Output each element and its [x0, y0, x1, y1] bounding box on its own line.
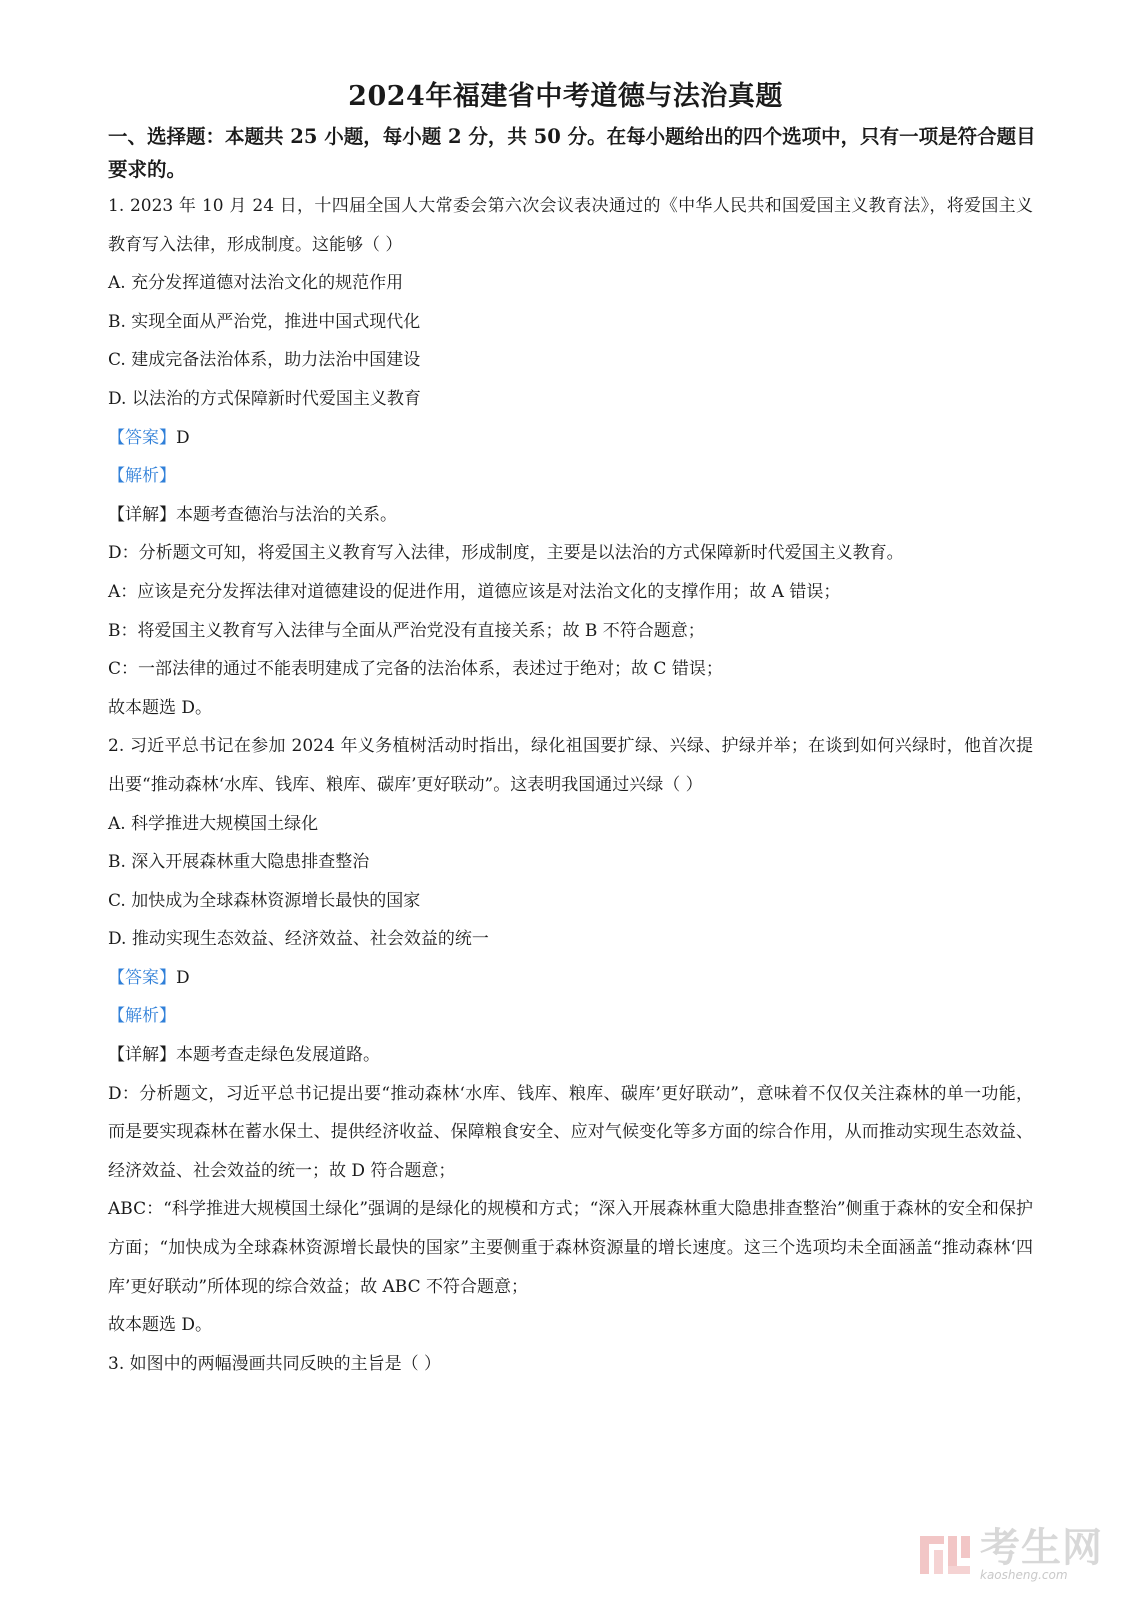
- question-2-explanation-abc: ABC：“科学推进大规模国土绿化”强调的是绿化的规模和方式；“深入开展森林重大隐患排查整治”侧重于森林的安全和保护方面；“加快成为全球森林资源增长最快的国家”主要侧重于森林资源量的增长速度。这三个选项均未全面涵盖“推动森林‘四库’更好联动”所体现的综合效益；故 ABC 不符合题意；: [108, 1199, 1033, 1297]
- section-heading: 一、选择题：本题共 25 小题，每小题 2 分，共 50 分。在每小题给出的四个选项中，只有一项是符合题目要求的。: [108, 125, 1036, 181]
- answer-value: D: [176, 967, 190, 988]
- watermark-url: kaosheng.com: [980, 1568, 1068, 1582]
- question-1-answer: [108, 419, 1033, 458]
- detail-label: 【详解】: [108, 504, 176, 525]
- question-1-explanation-d: D：分析题文可知，将爱国主义教育写入法律，形成制度，主要是以法治的方式保障新时代爱国主义教育。: [108, 543, 904, 564]
- kaosheng-logo-icon: [918, 1532, 972, 1578]
- question-1-explanation-b: B：将爱国主义教育写入法律与全面从严治党没有直接关系；故 B 不符合题意；: [108, 620, 705, 641]
- question-1-option-d: D. 以法治的方式保障新时代爱国主义教育: [108, 388, 421, 409]
- watermark-text: [980, 1527, 1103, 1582]
- question-1-explanation-c: C：一部法律的通过不能表明建成了完备的法治体系，表述过于绝对；故 C 错误；: [108, 659, 723, 680]
- question-2-option-c: C. 加快成为全球森林资源增长最快的国家: [108, 890, 421, 911]
- watermark: [918, 1527, 1103, 1582]
- question-2-explanation-d: D：分析题文，习近平总书记提出要“推动森林‘水库、钱库、粮库、碳库’更好联动”，意味着不仅仅关注森林的单一功能，而是要实现森林在蓄水保土、提供经济收益、保障粮食安全、应对气候变化等多方面的综合作用，从而推动实现生态效益、经济效益、社会效益的统一；故 D 符合题意；: [108, 1083, 1033, 1181]
- question-2-analysis-label: 【解析】: [108, 1006, 176, 1027]
- question-1-option-a: A. 充分发挥道德对法治文化的规范作用: [108, 273, 404, 294]
- question-1-stem: 1. 2023 年 10 月 24 日，十四届全国人大常委会第六次会议表决通过的《中华人民共和国爱国主义教育法》，将爱国主义教育写入法律，形成制度。这能够（ ）: [108, 196, 1033, 255]
- question-2-option-d: D. 推动实现生态效益、经济效益、社会效益的统一: [108, 929, 489, 950]
- question-1-detail: [108, 496, 1033, 535]
- question-1-analysis-label: 【解析】: [108, 466, 176, 487]
- question-1-option-b: B. 实现全面从严治党，推进中国式现代化: [108, 311, 421, 332]
- question-1-conclusion: 故本题选 D。: [108, 697, 213, 718]
- document-body: [108, 187, 1033, 1383]
- detail-text: 本题考查德治与法治的关系。: [176, 504, 397, 525]
- detail-text: 本题考查走绿色发展道路。: [176, 1045, 380, 1066]
- answer-value: D: [176, 427, 190, 448]
- answer-label: 【答案】: [108, 967, 176, 988]
- page-title: 2024年福建省中考道德与法治真题: [348, 81, 783, 112]
- question-2-answer: [108, 959, 1033, 998]
- detail-label: 【详解】: [108, 1045, 176, 1066]
- question-2-option-a: A. 科学推进大规模国土绿化: [108, 813, 319, 834]
- question-1-explanation-a: A：应该是充分发挥法律对道德建设的促进作用，道德应该是对法治文化的支撑作用；故 A 错误；: [108, 581, 841, 602]
- question-2-detail: [108, 1036, 1033, 1075]
- answer-label: 【答案】: [108, 427, 176, 448]
- question-2-conclusion: 故本题选 D。: [108, 1315, 213, 1336]
- question-2-stem: 2. 习近平总书记在参加 2024 年义务植树活动时指出，绿化祖国要扩绿、兴绿、护绿并举；在谈到如何兴绿时，他首次提出要“推动森林‘水库、钱库、粮库、碳库’更好联动”。这表明我国通过兴绿（ ）: [108, 736, 1033, 795]
- watermark-name: 考生网: [980, 1525, 1103, 1571]
- question-1-option-c: C. 建成完备法治体系，助力法治中国建设: [108, 350, 421, 371]
- question-2-option-b: B. 深入开展森林重大隐患排查整治: [108, 852, 370, 873]
- question-3-stem: 3. 如图中的两幅漫画共同反映的主旨是（ ）: [108, 1353, 442, 1374]
